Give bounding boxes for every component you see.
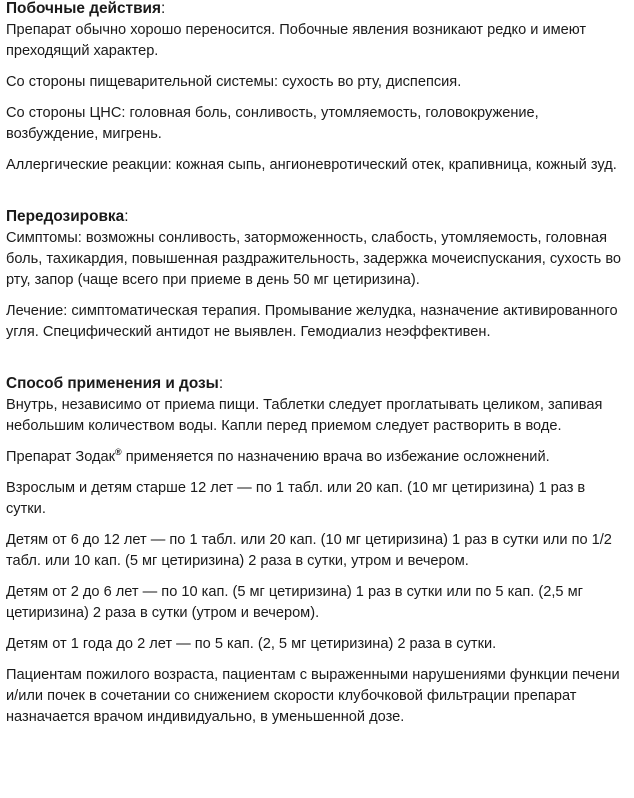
side-effects-paragraph: Со стороны пищеварительной системы: сухость во рту, диспепсия. [6, 74, 462, 90]
side-effects-paragraph: Со стороны ЦНС: головная боль, сонливость, утомляемость, головокружение, возбуждение, мигрень. [6, 105, 539, 142]
dosage-section [6, 373, 626, 728]
dosage-paragraph: Взрослым и детям старше 12 лет — по 1 табл. или 20 кап. (10 мг цетиризина) 1 раз в сутки. [6, 480, 586, 517]
overdose-paragraph: Лечение: симптоматическая терапия. Промывание желудка, назначение активированного угля. Специфический антидот не выявлен. Гемодиализ неэффективен. [6, 303, 618, 340]
side-effects-heading: Побочные действия: [6, 0, 166, 17]
dosage-paragraph: Пациентам пожилого возраста, пациентам с выраженными нарушениями функции печени и/или почек в сочетании со снижением скорости клубочковой фильтрации препарат назначается врачом индивидуально, в уменьшенной дозе. [6, 667, 620, 725]
dosage-intro: Внутрь, независимо от приема пищи. Таблетки следует проглатывать целиком, запивая небольшим количеством воды. Капли перед приемом следует растворить в воде. [6, 397, 603, 434]
side-effects-paragraph: Препарат обычно хорошо переносится. Побочные явления возникают редко и имеют преходящий характер. [6, 22, 587, 59]
dosage-paragraph: Детям от 2 до 6 лет — по 10 кап. (5 мг цетиризина) 1 раз в сутки или по 5 кап. (2,5 мг цетиризина) 2 раза в сутки (утром и вечером). [6, 584, 583, 621]
dosage-note: Препарат Зодак® применяется по назначению врача во избежание осложнений. [6, 447, 550, 465]
overdose-section [6, 206, 626, 343]
overdose-paragraph: Симптомы: возможны сонливость, заторможенность, слабость, утомляемость, головная боль, тахикардия, повышенная раздражительность, задержка мочеиспускания, сухость во рту, запор (чаще всего при приеме в день 50 мг цетиризина). [6, 230, 622, 288]
registered-mark: ® [115, 447, 122, 457]
dosage-heading: Способ применения и дозы: [6, 375, 224, 392]
overdose-heading: Передозировка: [6, 208, 129, 225]
dosage-paragraph: Детям от 1 года до 2 лет — по 5 кап. (2, 5 мг цетиризина) 2 раза в сутки. [6, 636, 497, 652]
side-effects-section [6, 0, 626, 176]
drug-instructions-document [6, 0, 626, 728]
side-effects-paragraph: Аллергические реакции: кожная сыпь, ангионевротический отек, крапивница, кожный зуд. [6, 157, 617, 173]
dosage-paragraph: Детям от 6 до 12 лет — по 1 табл. или 20 кап. (10 мг цетиризина) 1 раз в сутки или по 1/2 табл. или 10 кап. (5 мг цетиризина) 2 раза в сутки, утром и вечером. [6, 532, 612, 569]
